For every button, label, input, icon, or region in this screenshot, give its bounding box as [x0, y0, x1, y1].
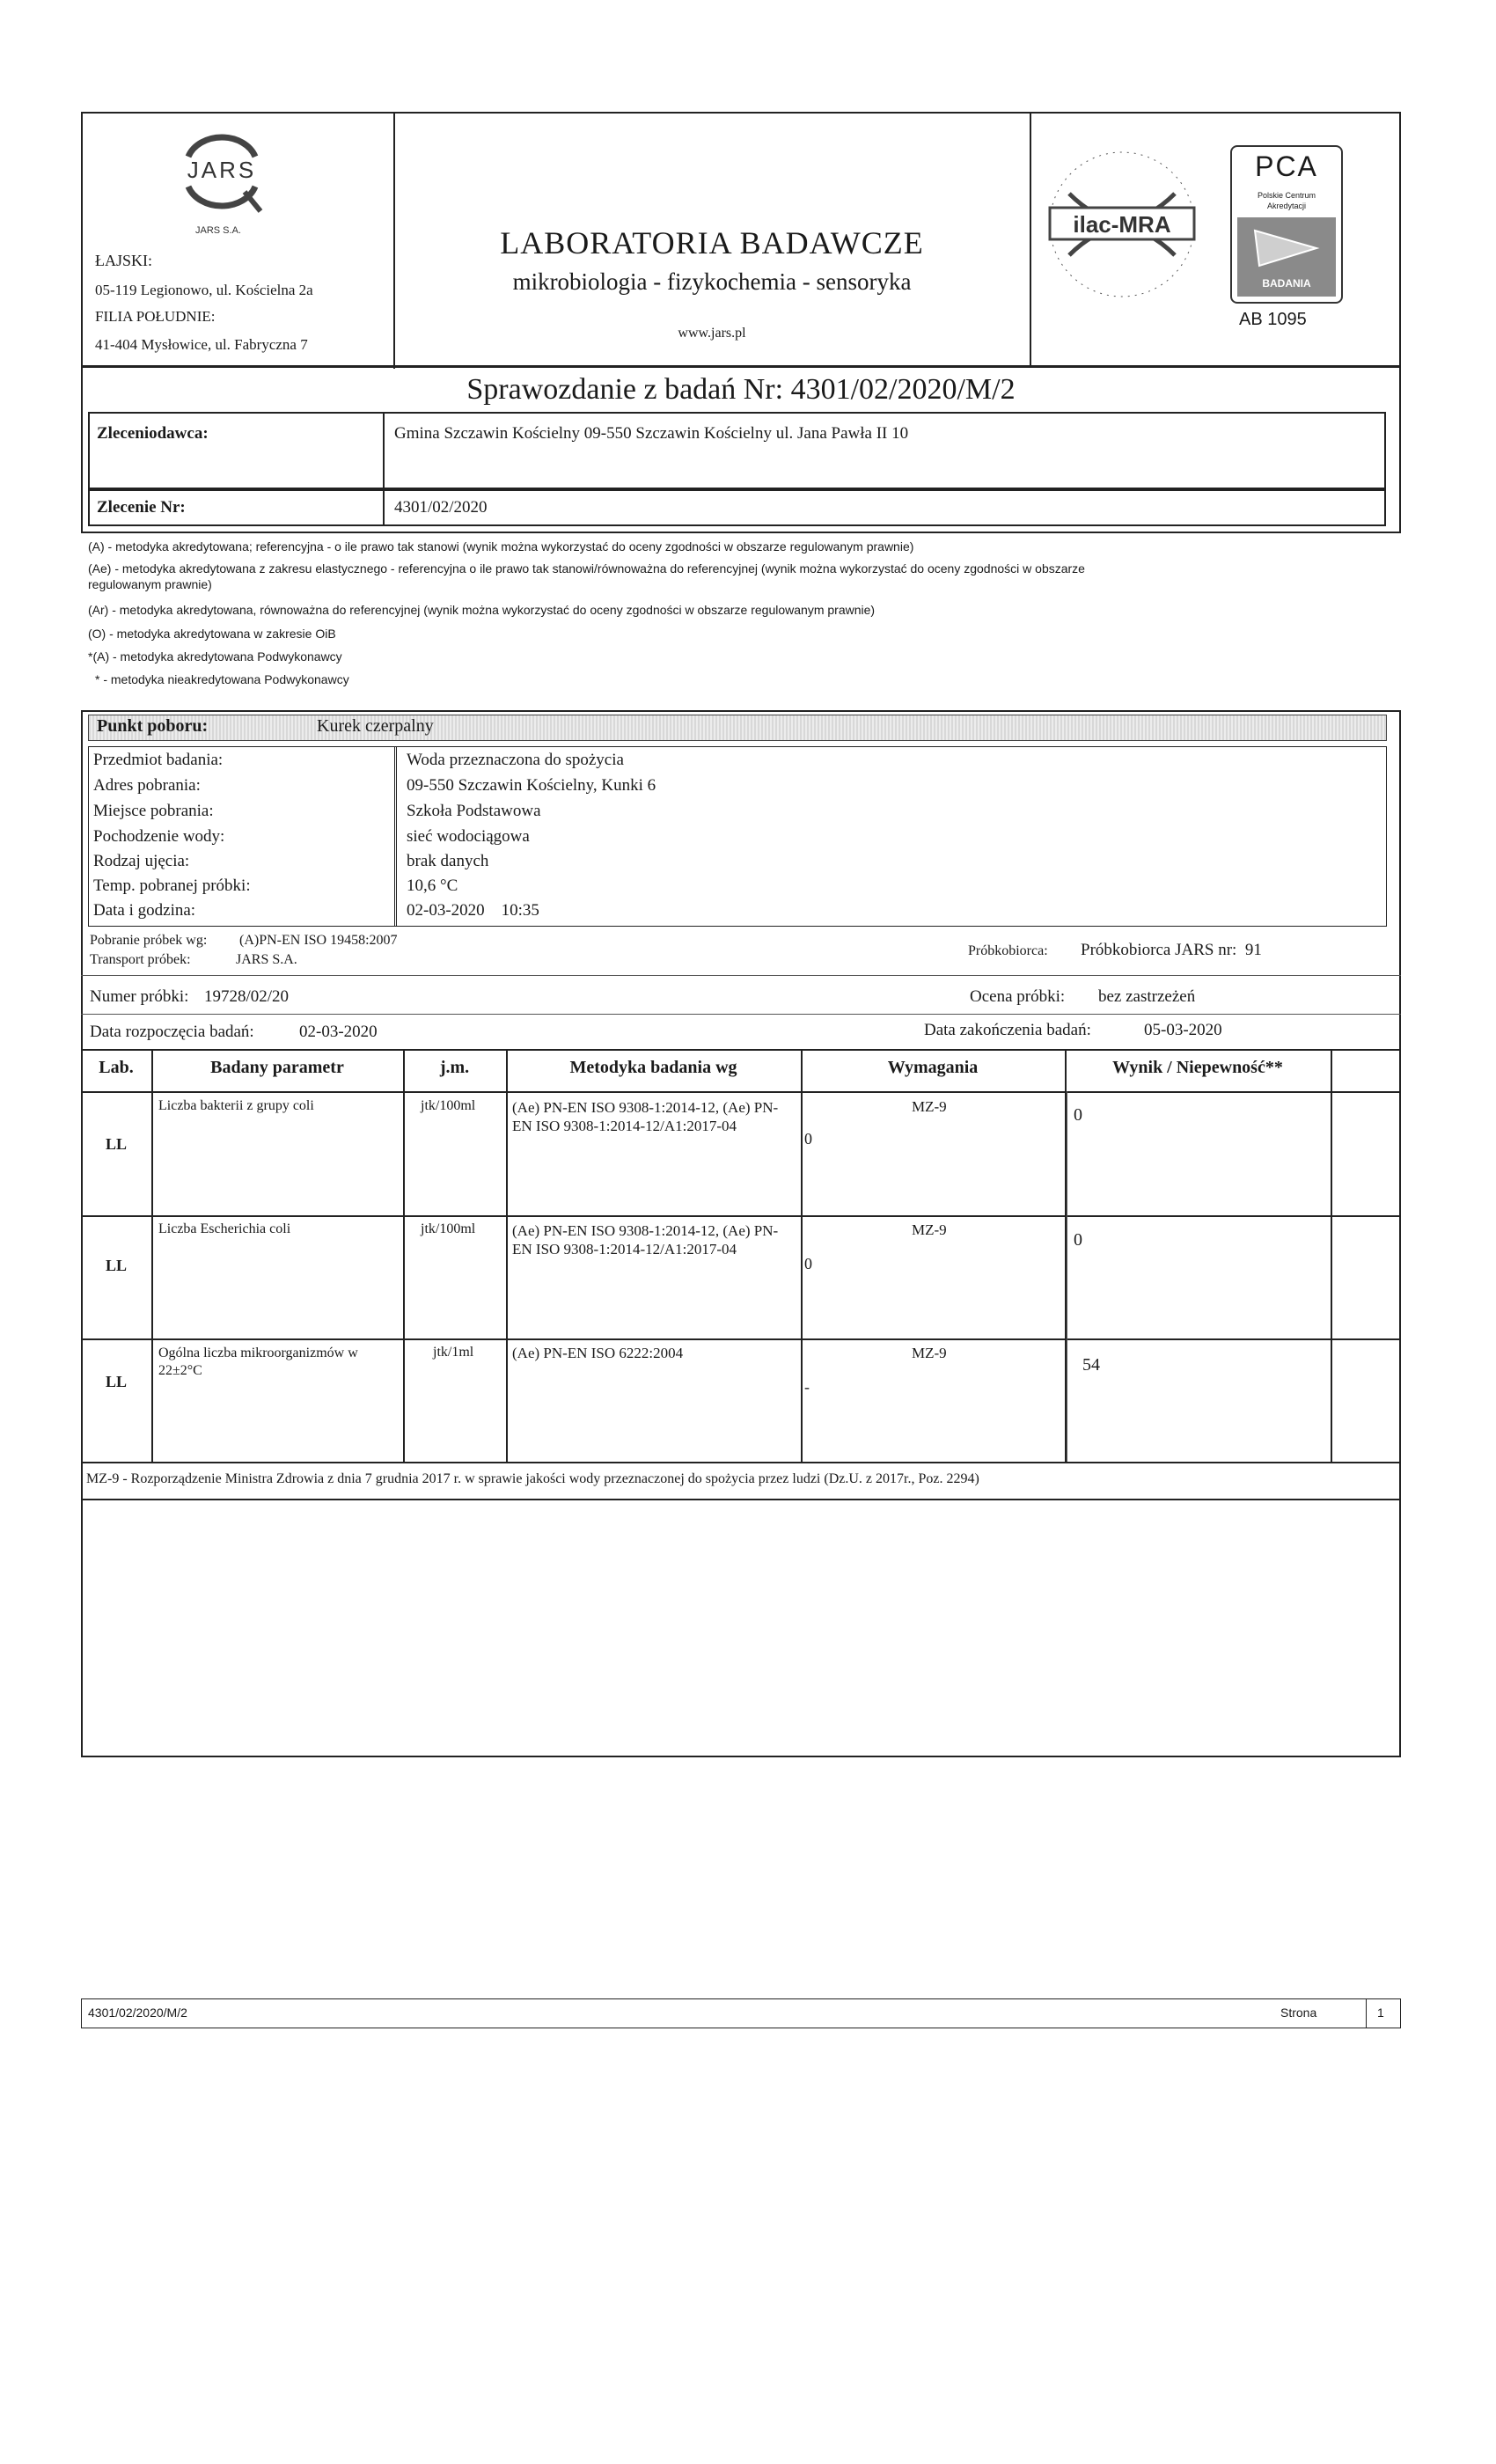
- header-lab: Lab.: [99, 1058, 134, 1077]
- row1-req-min: 0: [804, 1130, 812, 1148]
- field-value-datetime: 02-03-2020 10:35: [407, 901, 539, 920]
- header-unit: j.m.: [439, 1058, 470, 1077]
- order-label: Zlecenie Nr:: [97, 498, 186, 517]
- field-value-origin: sieć wodociągowa: [407, 827, 530, 846]
- pca-text: PCA: [1255, 150, 1318, 182]
- field-label-intake: Rodzaj ujęcia:: [93, 852, 190, 870]
- row1-result: 0: [1074, 1105, 1082, 1125]
- transport-value: JARS S.A.: [236, 952, 297, 967]
- pca-emblem: [1237, 217, 1336, 297]
- row3-parameter: Ogólna liczba mikroorganizmów w 22±2°C: [158, 1346, 358, 1378]
- end-date-label: Data zakończenia badań:: [924, 1021, 1091, 1039]
- header-method: Metodyka badania wg: [569, 1058, 737, 1077]
- field-value-address: 09-550 Szczawin Kościelny, Kunki 6: [407, 776, 656, 795]
- row1-requirement: MZ-9: [912, 1098, 947, 1115]
- end-date-value: 05-03-2020: [1144, 1021, 1222, 1039]
- row3-method: (Ae) PN-EN ISO 6222:2004: [512, 1345, 684, 1361]
- sampler-value: Próbkobiorca JARS nr: 91: [1081, 941, 1262, 959]
- order-row: [88, 489, 1386, 526]
- sample-number-label: Numer próbki:: [90, 987, 189, 1006]
- row2-req-min: 0: [804, 1255, 812, 1272]
- footer-page-number: 1: [1377, 2006, 1384, 2020]
- start-date-label: Data rozpoczęcia badań:: [90, 1023, 254, 1041]
- legend-line-7: * - metodyka nieakredytowana Podwykonawcy: [95, 672, 349, 686]
- jars-logo-text: JARS: [187, 157, 257, 183]
- row3-requirement: MZ-9: [912, 1345, 947, 1361]
- field-label-datetime: Data i godzina:: [93, 901, 196, 920]
- sampling-method-label: Pobranie próbek wg:: [90, 933, 208, 948]
- sample-assessment-value: bez zastrzeżeń: [1098, 987, 1196, 1006]
- sampling-method-value: (A)PN-EN ISO 19458:2007: [239, 933, 398, 948]
- pca-subtitle-2: Akredytacji: [1266, 202, 1306, 210]
- sample-number-value: 19728/02/20: [204, 987, 290, 1006]
- field-label-temp: Temp. pobranej próbki:: [93, 876, 251, 895]
- field-value-subject: Woda przeznaczona do spożycia: [407, 751, 624, 769]
- header-result: Wynik / Niepewność**: [1112, 1058, 1283, 1077]
- hq-label: ŁAJSKI:: [95, 252, 153, 269]
- field-label-origin: Pochodzenie wody:: [93, 827, 225, 846]
- jars-logo: [169, 121, 275, 218]
- header-parameter: Badany parametr: [210, 1058, 344, 1077]
- row1-lab: LL: [105, 1135, 127, 1153]
- row3-unit: jtk/1ml: [433, 1345, 474, 1360]
- legend-line-1: (A) - metodyka akredytowana; referencyjna - o ile prawo tak stanowi (wynik można wykorzystać do oceny zgodności w obszarze regulowanym prawnie): [88, 539, 914, 554]
- header-requirements: Wymagania: [887, 1058, 979, 1077]
- branch-address: 41-404 Mysłowice, ul. Fabryczna 7: [95, 336, 308, 353]
- row2-unit: jtk/100ml: [421, 1221, 476, 1236]
- footer-page-label: Strona: [1280, 2006, 1317, 2020]
- row3-result: 54: [1082, 1355, 1100, 1375]
- row1-unit: jtk/100ml: [421, 1098, 476, 1113]
- pca-logo: [1230, 145, 1343, 304]
- legend-line-4: (Ar) - metodyka akredytowana, równoważna do referencyjnej (wynik można wykorzystać do oceny zgodności w obszarze regulowanym prawnie): [88, 603, 876, 617]
- ilac-mra-text: ilac-MRA: [1073, 211, 1171, 238]
- sampling-point-row: [88, 715, 1387, 741]
- row1-method: (Ae) PN-EN ISO 9308-1:2014-12, (Ae) PN-EN ISO 9308-1:2014-12/A1:2017-04: [512, 1099, 779, 1134]
- order-value: 4301/02/2020: [394, 498, 488, 517]
- field-value-temp: 10,6 °C: [407, 876, 458, 895]
- lab-title: LABORATORIA BADAWCZE: [500, 225, 924, 260]
- branch-label: FILIA POŁUDNIE:: [95, 308, 216, 325]
- client-value: Gmina Szczawin Kościelny 09-550 Szczawin Kościelny ul. Jana Pawła II 10: [394, 424, 909, 443]
- sampling-point-label: Punkt poboru:: [97, 716, 209, 736]
- row2-lab: LL: [105, 1257, 127, 1274]
- pca-subtitle-1: Polskie Centrum: [1257, 191, 1316, 200]
- footer-report-id: 4301/02/2020/M/2: [88, 2006, 187, 2020]
- lab-subtitle: mikrobiologia - fizykochemia - sensoryka: [512, 268, 912, 295]
- field-value-place: Szkoła Podstawowa: [407, 802, 541, 820]
- row2-parameter: Liczba Escherichia coli: [158, 1221, 291, 1236]
- legend-line-5: (O) - metodyka akredytowana w zakresie OiB: [88, 627, 336, 641]
- row2-result: 0: [1074, 1230, 1082, 1250]
- sampling-point-value: Kurek czerpalny: [317, 716, 434, 736]
- pca-emblem-icon: [1237, 217, 1336, 279]
- sample-assessment-label: Ocena próbki:: [970, 987, 1066, 1006]
- row3-req-min: -: [804, 1378, 810, 1396]
- transport-label: Transport próbek:: [90, 952, 191, 967]
- pca-badge: BADANIA: [1262, 277, 1311, 290]
- row2-method: (Ae) PN-EN ISO 9308-1:2014-12, (Ae) PN-EN ISO 9308-1:2014-12/A1:2017-04: [512, 1222, 779, 1258]
- ilac-mra-logo: [1043, 141, 1201, 308]
- row1-parameter: Liczba bakterii z grupy coli: [158, 1098, 314, 1113]
- row2-requirement: MZ-9: [912, 1221, 947, 1238]
- jars-caption: JARS S.A.: [195, 225, 241, 236]
- field-label-address: Adres pobrania:: [93, 776, 201, 795]
- page-footer: [81, 1998, 1401, 2028]
- website-link[interactable]: www.jars.pl: [678, 326, 746, 341]
- hq-address: 05-119 Legionowo, ul. Kościelna 2a: [95, 282, 313, 298]
- start-date-value: 02-03-2020: [299, 1023, 378, 1041]
- client-label: Zleceniodawca:: [97, 424, 209, 443]
- field-value-intake: brak danych: [407, 852, 489, 870]
- sample-fields: [88, 746, 1387, 927]
- legend-line-3: regulowanym prawnie): [88, 577, 212, 591]
- regulation-footnote: MZ-9 - Rozporządzenie Ministra Zdrowia z dnia 7 grudnia 2017 r. w sprawie jakości wody przeznaczonej do spożycia przez ludzi (Dz.U. z 2017r., Poz. 2294): [86, 1471, 979, 1486]
- legend-line-6: *(A) - metodyka akredytowana Podwykonawcy: [88, 649, 342, 664]
- field-label-subject: Przedmiot badania:: [93, 751, 224, 769]
- legend-line-2: (Ae) - metodyka akredytowana z zakresu elastycznego - referencyjna o ile prawo tak stanowi/równoważna do referencyjnej (wynik można wykorzystać do oceny zgodności w obszarze: [88, 561, 1085, 576]
- field-label-place: Miejsce pobrania:: [93, 802, 214, 820]
- accreditation-number: AB 1095: [1239, 310, 1307, 329]
- sampler-label: Próbkobiorca:: [968, 943, 1048, 958]
- row3-lab: LL: [105, 1373, 127, 1390]
- report-title: Sprawozdanie z badań Nr: 4301/02/2020/M/2: [466, 373, 1016, 406]
